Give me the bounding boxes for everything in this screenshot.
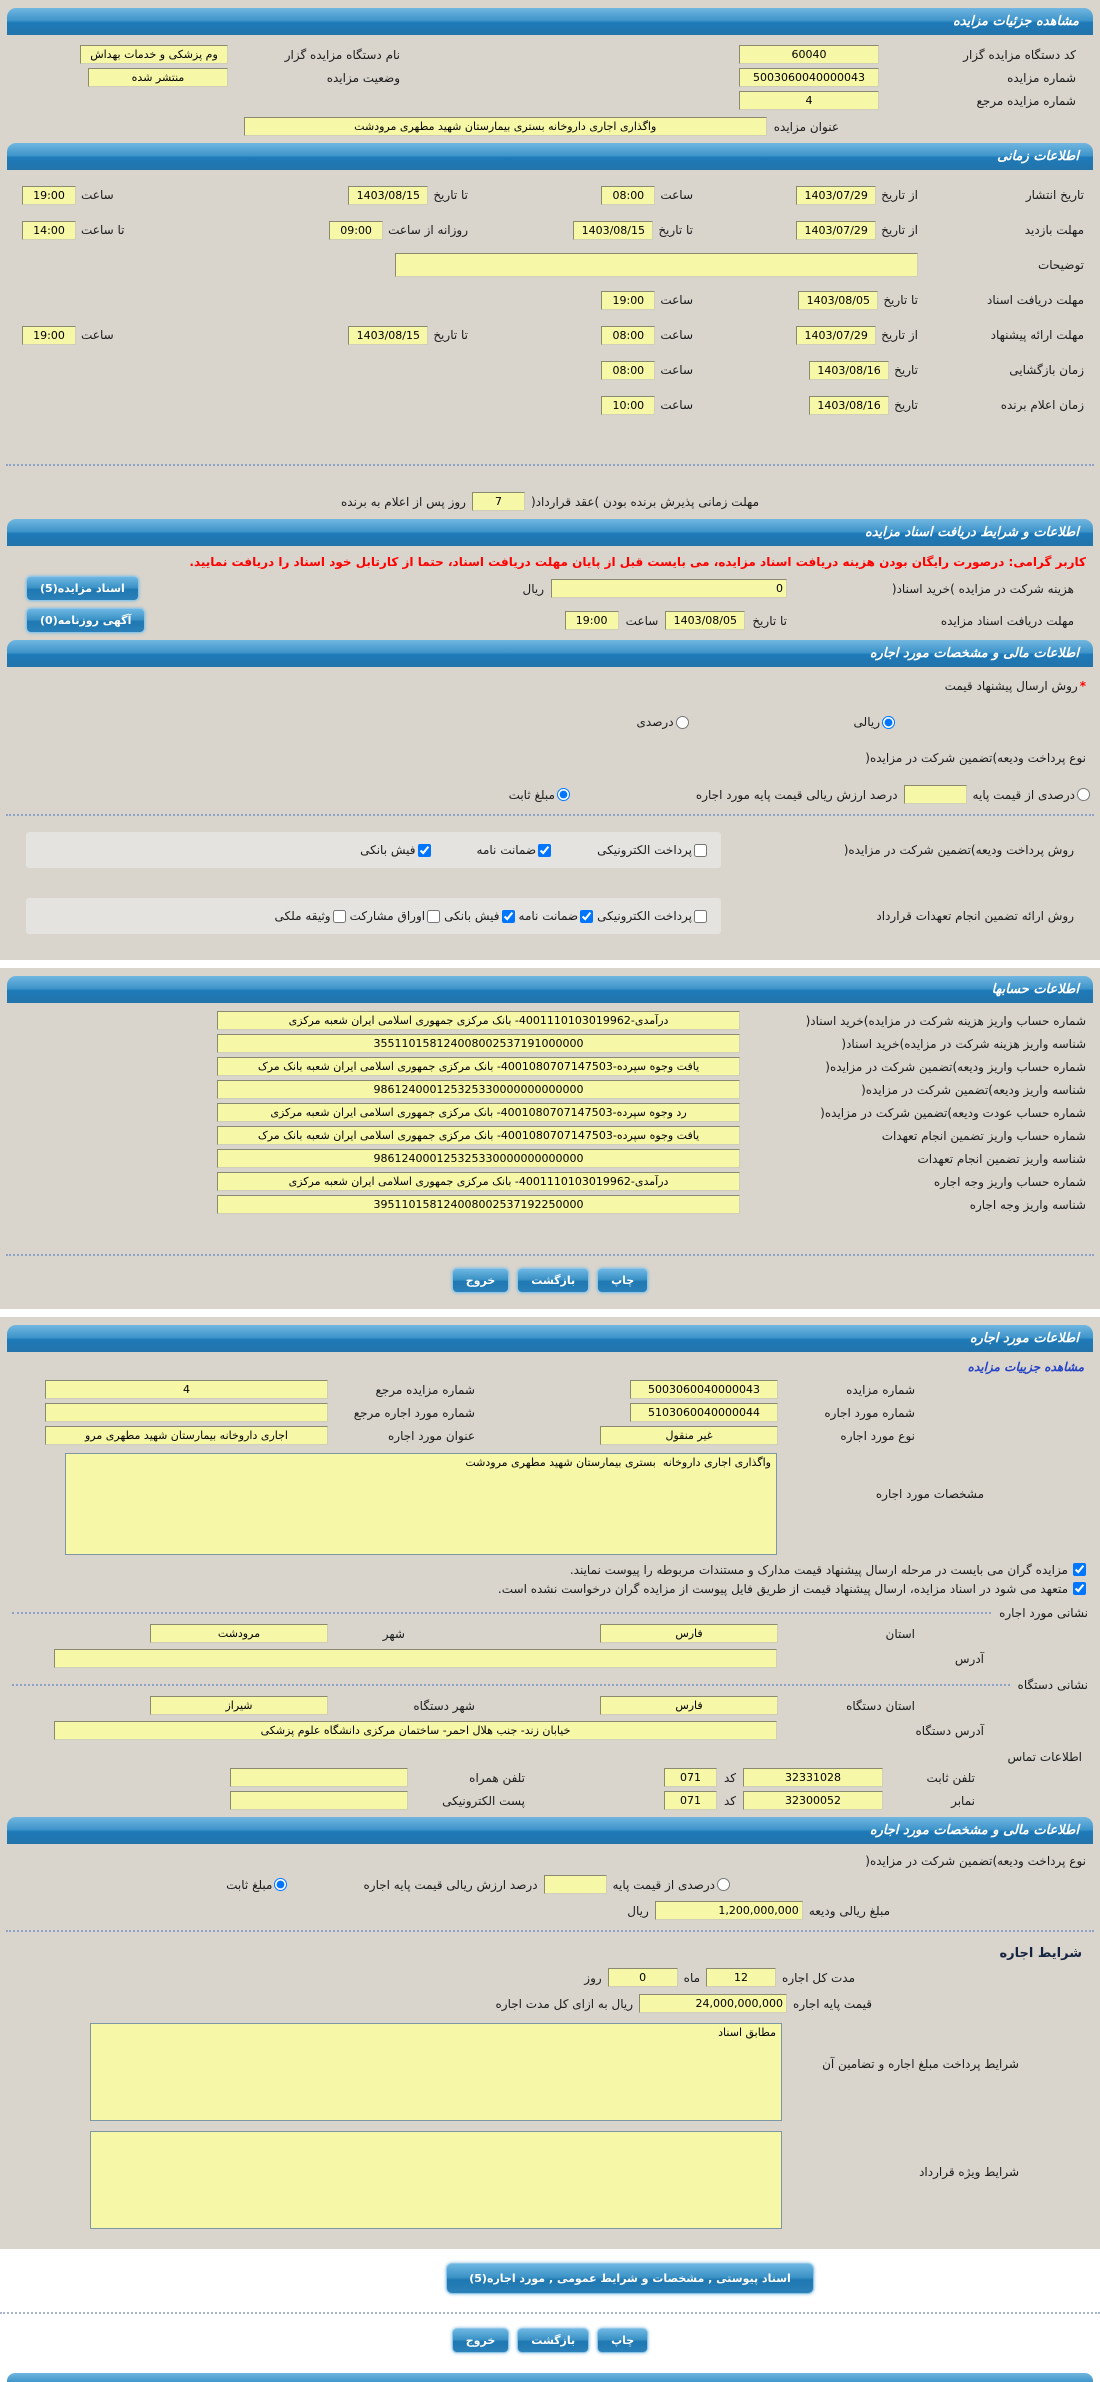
percent-radio-label: درصدی	[636, 715, 674, 729]
account-row-input[interactable]	[217, 1034, 740, 1053]
bank-receipt-checkbox[interactable]	[502, 910, 515, 923]
auction-number-input[interactable]	[739, 68, 879, 87]
agency-city-input[interactable]	[150, 1696, 328, 1715]
pay-terms-row	[26, 2023, 1074, 2121]
attachments-button-row	[0, 2263, 1100, 2294]
month-unit-label: ماه	[683, 1970, 701, 1985]
pay-method-label: روش پرداخت ودیعه)تضمین شرکت در مزایده(	[843, 843, 1074, 857]
guarantee-method-options-box	[26, 898, 721, 934]
duration-row	[0, 1968, 1100, 1987]
auction-status-input[interactable]	[88, 68, 228, 87]
fixed-amount-radio[interactable]	[274, 1878, 287, 1891]
agency-address-header: نشانی دستگاه	[1017, 1678, 1088, 1692]
docs-warning-text: کاربر گرامی: درصورت رایگان بودن هزینه دریافت اسناد مزایده، می بایست قبل از پایان مهلت دریافت اسناد، حتما از کارتابل خود اسناد را دریافت نمایید.	[189, 555, 1086, 569]
special-terms-label: شرایط ویژه قرارداد	[919, 2165, 1019, 2179]
attachment-required-text: مزایده گران می بایست در مرحله ارسال پیشنهاد قیمت مدارک و مستندات مربوطه را پیوست نمایند.	[569, 1563, 1068, 1577]
agency-name-input[interactable]	[80, 45, 228, 64]
account-row-label: شماره حساب واریز تضمین انجام تعهدات	[881, 1128, 1086, 1143]
visit-label: مهلت بازدید	[1024, 223, 1084, 237]
radio-fixed-amount[interactable]	[509, 788, 570, 802]
required-asterisk: *	[1079, 679, 1086, 693]
visit-until-time-input[interactable]	[22, 221, 76, 240]
agency-city-label: شهر دستگاه	[413, 1698, 475, 1713]
send-method-label: روش ارسال پیشنهاد قیمت	[944, 679, 1078, 693]
attached-docs-button[interactable]: اسناد پیوستی , مشخصات و شرایط عمومی , مورد اجاره(5)	[446, 2263, 814, 2294]
divider	[12, 1612, 991, 1614]
agency-code-label: کد دستگاه مزایده گزار	[963, 47, 1076, 62]
deposit-percent-input[interactable]	[904, 785, 967, 804]
mobile-label: تلفن همراه	[469, 1770, 525, 1785]
auction-title-input[interactable]	[244, 117, 767, 136]
fixed-amount-radio[interactable]	[557, 788, 570, 801]
address-label: آدرس	[954, 1651, 984, 1666]
checkbox-guarantee-letter[interactable]	[477, 843, 552, 857]
item-title-input[interactable]	[45, 1426, 328, 1445]
divider	[12, 1684, 1010, 1686]
to-date-label: تا تاریخ	[752, 613, 787, 628]
electronic-payment-label: پرداخت الکترونیکی	[597, 909, 692, 923]
details-row-2	[10, 68, 1090, 87]
radio-percent-of-base[interactable]	[973, 788, 1090, 802]
account-row-input[interactable]	[217, 1103, 740, 1122]
winner-label: زمان اعلام برنده	[1000, 398, 1084, 412]
notes-label: توضیحات	[1037, 258, 1084, 272]
doc-deadline-date-input[interactable]	[798, 291, 878, 310]
rental-auction-no-input[interactable]	[630, 1380, 778, 1399]
acceptance-deadline-row	[0, 492, 1100, 511]
acceptance-label: مهلت زمانی پذیرش برنده بودن )عقد قرارداد(	[530, 494, 760, 509]
checkbox-bank-receipt[interactable]	[444, 909, 514, 923]
item-ref-no-input[interactable]	[45, 1403, 328, 1422]
auction-title-label: عنوان مزایده	[773, 119, 839, 134]
attachment-requirement-row-1	[14, 1563, 1086, 1577]
percent-of-base-label: درصدی از قیمت پایه	[972, 787, 1075, 802]
special-terms-textarea[interactable]	[90, 2131, 782, 2229]
visit-to-date-input[interactable]	[573, 221, 653, 240]
fax-label: نمابر	[951, 1793, 975, 1808]
specs-textarea[interactable]	[65, 1453, 777, 1555]
details-row-1	[10, 45, 1090, 64]
participation-bonds-label: اوراق مشارکت	[349, 909, 426, 923]
agency-address-row-1	[10, 1696, 1090, 1715]
divider	[6, 1930, 1094, 1932]
send-method-options	[0, 715, 1100, 729]
account-row-label: شناسه واریز تضمین انجام تعهدات	[917, 1151, 1086, 1166]
account-row-label: شماره حساب عودت ودیعه)تضمین شرکت در مزایده(	[820, 1105, 1086, 1120]
account-row-input[interactable]	[217, 1195, 740, 1214]
agency-province-label: استان دستگاه	[846, 1698, 915, 1713]
deposit-type-options-2	[0, 1875, 1100, 1894]
section-header-financial	[7, 640, 1093, 667]
auction-number-label: شماره مزایده	[1007, 70, 1076, 85]
time-label: ساعت	[660, 188, 693, 202]
section-header-timing	[7, 143, 1093, 170]
account-row-label: شناسه واریز وجه اجاره	[969, 1197, 1086, 1212]
from-date-label: از تاریخ	[881, 188, 918, 202]
percent-of-base-radio[interactable]	[1077, 788, 1090, 801]
time-label: ساعت	[660, 398, 693, 412]
email-label: پست الکترونیکی	[442, 1793, 525, 1808]
contact-row-2	[10, 1791, 1090, 1810]
time-label: ساعت	[660, 328, 693, 342]
fixed-amount-label: مبلغ ثابت	[508, 787, 555, 802]
property-collateral-label: وثیقه ملکی	[274, 909, 331, 923]
from-date-label: از تاریخ	[881, 328, 918, 342]
specs-row	[26, 1453, 1074, 1555]
docs-deadline-date-input[interactable]	[665, 611, 745, 630]
divider	[6, 464, 1094, 466]
deposit-type-label: نوع پرداخت ودیعه)تضمین شرکت در مزایده(	[865, 751, 1086, 765]
doc-deadline-label: مهلت دریافت اسناد	[986, 293, 1084, 307]
back-button[interactable]: بازگشت	[517, 2328, 589, 2353]
bank-receipt-checkbox[interactable]	[418, 844, 431, 857]
checkbox-property-collateral[interactable]	[275, 909, 346, 923]
item-type-label: نوع مورد اجاره	[840, 1428, 915, 1443]
timing-row-opening	[12, 355, 1088, 385]
no-price-file-checkbox[interactable]	[1073, 1582, 1086, 1595]
section-title: اطلاعات مالی و مشخصات مورد اجاره	[869, 646, 1079, 661]
percent-of-base-label: درصدی از قیمت پایه	[612, 1877, 715, 1892]
electronic-payment-label: پرداخت الکترونیکی	[597, 843, 692, 857]
exit-button[interactable]: خروج	[452, 2328, 510, 2353]
offer-to-time-input[interactable]	[22, 326, 76, 345]
mobile-input[interactable]	[230, 1768, 408, 1787]
agency-address-row-2	[26, 1721, 1074, 1740]
bottom-area	[0, 2249, 1100, 2382]
from-date-label: از تاریخ	[881, 223, 918, 237]
rental-item-panel	[0, 1317, 1100, 2249]
base-price-input[interactable]	[639, 1994, 787, 2013]
divider	[6, 814, 1094, 816]
deposit-type-options	[0, 785, 1100, 804]
visit-daily-time-input[interactable]	[329, 221, 383, 240]
rental-row-2	[10, 1403, 1090, 1422]
offer-to-date-input[interactable]	[348, 326, 428, 345]
percent-radio[interactable]	[676, 716, 689, 729]
section-header-docs	[7, 519, 1093, 546]
publish-to-time-input[interactable]	[22, 186, 76, 205]
deposit-type-label: نوع پرداخت ودیعه)تضمین شرکت در مزایده(	[865, 1854, 1086, 1868]
rental-auction-no-label: شماره مزایده	[846, 1382, 915, 1397]
pay-method-options-box	[26, 832, 721, 868]
checkbox-electronic-payment[interactable]	[597, 909, 707, 923]
fixed-amount-label: مبلغ ثابت	[226, 1877, 273, 1892]
guarantee-method-label: روش ارائه تضمین انجام تعهدات قرارداد	[876, 909, 1074, 923]
docs-fee-row	[26, 576, 1074, 601]
section-title: اطلاعات حسابها	[991, 982, 1079, 997]
guarantee-letter-label: ضمانت نامه	[518, 909, 579, 923]
item-title-label: عنوان مورد اجاره	[387, 1428, 475, 1443]
province-label: استان	[885, 1626, 915, 1641]
back-button[interactable]: بازگشت	[517, 1268, 589, 1293]
time-label: ساعت	[660, 293, 693, 307]
percent-of-base-suffix: درصد ارزش ریالی قیمت پایه مورد اجاره	[695, 787, 898, 802]
to-date-label: تا تاریخ	[883, 293, 918, 307]
offer-label: مهلت ارائه پیشنهاد	[990, 328, 1084, 342]
offer-from-date-input[interactable]	[796, 326, 876, 345]
section-header-financial2	[7, 1817, 1093, 1844]
item-address-row-2	[26, 1649, 1074, 1668]
radio-percent[interactable]	[637, 715, 689, 729]
docs-deadline-time-input[interactable]	[565, 611, 619, 630]
radio-fixed-amount[interactable]	[226, 1878, 287, 1892]
publish-from-time-input[interactable]	[601, 186, 655, 205]
attachment-requirement-row-2	[14, 1582, 1086, 1596]
base-price-label: قیمت پایه اجاره	[793, 1996, 872, 2011]
auction-ref-input[interactable]	[739, 91, 879, 110]
rial-unit-label: ریال	[627, 1903, 649, 1918]
city-label: شهر	[382, 1626, 405, 1641]
pay-method-row	[26, 832, 1074, 868]
section-title: اطلاعات و شرایط دریافت اسناد مزایده	[864, 525, 1079, 540]
item-no-input[interactable]	[630, 1403, 778, 1422]
winner-time-input[interactable]	[601, 396, 655, 415]
opening-label: زمان بازگشایی	[1009, 363, 1084, 377]
deposit-percent-input[interactable]	[544, 1875, 607, 1894]
guarantee-letter-label: ضمانت نامه	[476, 843, 537, 857]
checkbox-participation-bonds[interactable]	[350, 909, 440, 923]
pay-terms-label: شرایط پرداخت مبلغ اجاره و تضامین آن	[822, 2057, 1019, 2071]
no-price-file-text: متعهد می شود در اسناد مزایده، ارسال پیشنهاد قیمت از طریق فایل پیوست از مزایده گران درخواست نشده است.	[497, 1582, 1068, 1596]
details-row-3	[10, 91, 1090, 110]
auction-status-label: وضعیت مزایده	[326, 70, 400, 85]
account-row-input[interactable]	[217, 1149, 740, 1168]
section-header-details	[7, 8, 1093, 35]
duration-months-input[interactable]	[706, 1968, 776, 1987]
time-label: ساعت	[660, 363, 693, 377]
docs-deadline-row	[26, 608, 1074, 633]
bank-receipt-label: فیش بانکی	[444, 909, 500, 923]
agency-address-header-row	[12, 1678, 1088, 1692]
participation-bonds-checkbox[interactable]	[427, 910, 440, 923]
deposit-type-label-row-2	[14, 1854, 1086, 1868]
daily-from-label: روزانه از ساعت	[388, 223, 468, 237]
publish-to-date-input[interactable]	[348, 186, 428, 205]
phone-code-input[interactable]	[664, 1768, 717, 1787]
publish-from-date-input[interactable]	[796, 186, 876, 205]
timing-row-visit	[12, 215, 1088, 245]
accounts-grid	[10, 1011, 1090, 1214]
rial-radio[interactable]	[882, 716, 895, 729]
email-input[interactable]	[230, 1791, 408, 1810]
agency-code-input[interactable]	[739, 45, 879, 64]
item-ref-no-label: شماره مورد اجاره مرجع	[353, 1405, 475, 1420]
base-price-row	[0, 1994, 1100, 2013]
fee-unit-label: ریال	[522, 581, 544, 596]
phone-label: تلفن ثابت	[926, 1770, 975, 1785]
auction-details-panel	[0, 0, 1100, 960]
agency-name-label: نام دستگاه مزایده گزار	[284, 47, 400, 62]
opening-date-input[interactable]	[809, 361, 889, 380]
date-label: تاریخ	[894, 363, 918, 377]
until-time-label: تا ساعت	[81, 223, 125, 237]
notes-input[interactable]	[395, 253, 918, 277]
guarantee-letter-checkbox[interactable]	[538, 844, 551, 857]
checkbox-bank-receipt[interactable]	[360, 843, 430, 857]
rental-row-1	[10, 1380, 1090, 1399]
property-collateral-checkbox[interactable]	[333, 910, 346, 923]
divider	[6, 1254, 1094, 1256]
toolbar-buttons-bottom	[0, 2328, 1100, 2353]
duration-days-input[interactable]	[608, 1968, 678, 1987]
bank-receipt-label: فیش بانکی	[360, 843, 416, 857]
timing-row-doc-deadline	[12, 285, 1088, 315]
fax-input[interactable]	[743, 1791, 883, 1810]
radio-rial[interactable]	[854, 715, 895, 729]
rental-ref-no-input[interactable]	[45, 1380, 328, 1399]
auction-docs-button[interactable]: اسناد مزایده(5)	[26, 576, 139, 601]
timing-row-winner	[12, 390, 1088, 420]
section-title: اطلاعات مالی و مشخصات مورد اجاره	[869, 1823, 1079, 1838]
deposit-amount-input[interactable]	[655, 1901, 803, 1920]
rial-radio-label: ریالی	[853, 715, 880, 729]
account-row-input[interactable]	[217, 1172, 740, 1191]
item-address-row-1	[10, 1624, 1090, 1643]
offer-from-time-input[interactable]	[601, 326, 655, 345]
agency-address-input[interactable]	[54, 1721, 777, 1740]
contact-header-row	[18, 1750, 1082, 1764]
publish-label: تاریخ انتشار	[1025, 188, 1084, 202]
to-date-label: تا تاریخ	[433, 328, 468, 342]
newspaper-ad-button[interactable]: آگهی روزنامه(0)	[26, 608, 145, 633]
rental-terms-header: شرایط اجاره	[999, 1946, 1082, 1961]
visit-from-date-input[interactable]	[796, 221, 876, 240]
rental-ref-no-label: شماره مزایده مرجع	[375, 1382, 475, 1397]
percent-of-base-suffix: درصد ارزش ریالی قیمت پایه اجاره	[363, 1877, 538, 1892]
account-row-input[interactable]	[217, 1126, 740, 1145]
print-button[interactable]: چاپ	[597, 1268, 648, 1293]
fee-label: هزینه شرکت در مزایده )خرید اسناد(	[891, 581, 1074, 596]
toolbar-buttons	[0, 1268, 1100, 1293]
acceptance-days-input[interactable]	[472, 492, 525, 511]
guarantee-method-row	[26, 898, 1074, 934]
electronic-payment-checkbox[interactable]	[694, 910, 707, 923]
section-header-accounts	[7, 976, 1093, 1003]
exit-button[interactable]: خروج	[452, 1268, 510, 1293]
time-label: ساعت	[81, 328, 114, 342]
timing-row-notes	[12, 250, 1088, 280]
auction-ref-label: شماره مزایده مرجع	[976, 93, 1076, 108]
agency-address-label: آدرس دستگاه	[915, 1723, 984, 1738]
account-row-label: شماره حساب واریز وجه اجاره	[933, 1174, 1086, 1189]
area-code-label: کد	[723, 1793, 736, 1808]
timing-row-publish	[12, 180, 1088, 210]
to-date-label: تا تاریخ	[658, 223, 693, 237]
acceptance-suffix: روز پس از اعلام به برنده	[340, 494, 466, 509]
account-row-input[interactable]	[217, 1080, 740, 1099]
guarantee-letter-checkbox[interactable]	[580, 910, 593, 923]
duration-label: مدت کل اجاره	[782, 1970, 855, 1985]
details-row-title	[26, 117, 1074, 136]
percent-of-base-radio[interactable]	[717, 1878, 730, 1891]
deposit-amount-row	[0, 1901, 1100, 1920]
divider	[0, 2312, 1100, 2314]
to-date-label: تا تاریخ	[433, 188, 468, 202]
attachment-required-checkbox[interactable]	[1073, 1563, 1086, 1576]
account-row-label: شماره حساب واریز ودیعه)تضمین شرکت در مزایده(	[825, 1059, 1086, 1074]
opening-time-input[interactable]	[601, 361, 655, 380]
docs-deadline-label: مهلت دریافت اسناد مزایده	[940, 613, 1074, 628]
account-row-label: شناسه واریز ودیعه)تضمین شرکت در مزایده(	[861, 1082, 1086, 1097]
radio-percent-of-base[interactable]	[613, 1878, 730, 1892]
phone-input[interactable]	[743, 1768, 883, 1787]
city-input[interactable]	[150, 1624, 328, 1643]
send-method-label-row	[14, 679, 1086, 693]
pay-terms-textarea[interactable]	[90, 2023, 782, 2121]
section-header-rental	[7, 1325, 1093, 1352]
account-row-input[interactable]	[217, 1011, 740, 1030]
contact-header: اطلاعات تماس	[1007, 1750, 1082, 1764]
view-auction-details-link[interactable]: مشاهده جزییات مزایده	[967, 1360, 1084, 1374]
item-address-header: نشانی مورد اجاره	[999, 1606, 1088, 1620]
fax-code-input[interactable]	[664, 1791, 717, 1810]
fee-input[interactable]	[551, 579, 787, 598]
account-row-label: شماره حساب واریز هزینه شرکت در مزایده)خرید اسناد(	[805, 1013, 1086, 1028]
section-title: مشاهده جزئیات مزایده	[952, 14, 1079, 29]
specs-label: مشخصات مورد اجاره	[875, 1487, 984, 1501]
date-label: تاریخ	[894, 398, 918, 412]
item-address-header-row	[12, 1606, 1088, 1620]
doc-deadline-time-input[interactable]	[601, 291, 655, 310]
time-label: ساعت	[81, 188, 114, 202]
section-title: اطلاعات مورد اجاره	[969, 1331, 1079, 1346]
accounts-panel	[0, 968, 1100, 1309]
contact-row-1	[10, 1768, 1090, 1787]
next-section-header-partial	[7, 2373, 1093, 2382]
electronic-payment-checkbox[interactable]	[694, 844, 707, 857]
print-button[interactable]: چاپ	[597, 2328, 648, 2353]
deposit-amount-label: مبلغ ریالی ودیعه	[808, 1903, 890, 1918]
checkbox-electronic-payment[interactable]	[597, 843, 707, 857]
winner-date-input[interactable]	[809, 396, 889, 415]
item-no-label: شماره مورد اجاره	[824, 1405, 915, 1420]
section-title: اطلاعات زمانی	[997, 149, 1079, 164]
account-row-label: شناسه واریز هزینه شرکت در مزایده)خرید اسناد(	[841, 1036, 1086, 1051]
time-label: ساعت	[625, 613, 659, 628]
rental-row-3	[10, 1426, 1090, 1445]
account-row-input[interactable]	[217, 1057, 740, 1076]
province-input[interactable]	[600, 1624, 778, 1643]
timing-row-offer	[12, 320, 1088, 350]
deposit-type-label-row	[14, 751, 1086, 765]
address-input[interactable]	[54, 1649, 777, 1668]
special-terms-row	[26, 2131, 1074, 2229]
checkbox-guarantee-letter[interactable]	[519, 909, 594, 923]
panel-gap	[0, 1309, 1100, 1317]
day-unit-label: روز	[584, 1970, 602, 1985]
panel-gap	[0, 960, 1100, 968]
item-type-input[interactable]	[600, 1426, 778, 1445]
area-code-label: کد	[723, 1770, 736, 1785]
agency-province-input[interactable]	[600, 1696, 778, 1715]
base-price-unit-label: ریال به ازای کل مدت اجاره	[495, 1996, 634, 2011]
